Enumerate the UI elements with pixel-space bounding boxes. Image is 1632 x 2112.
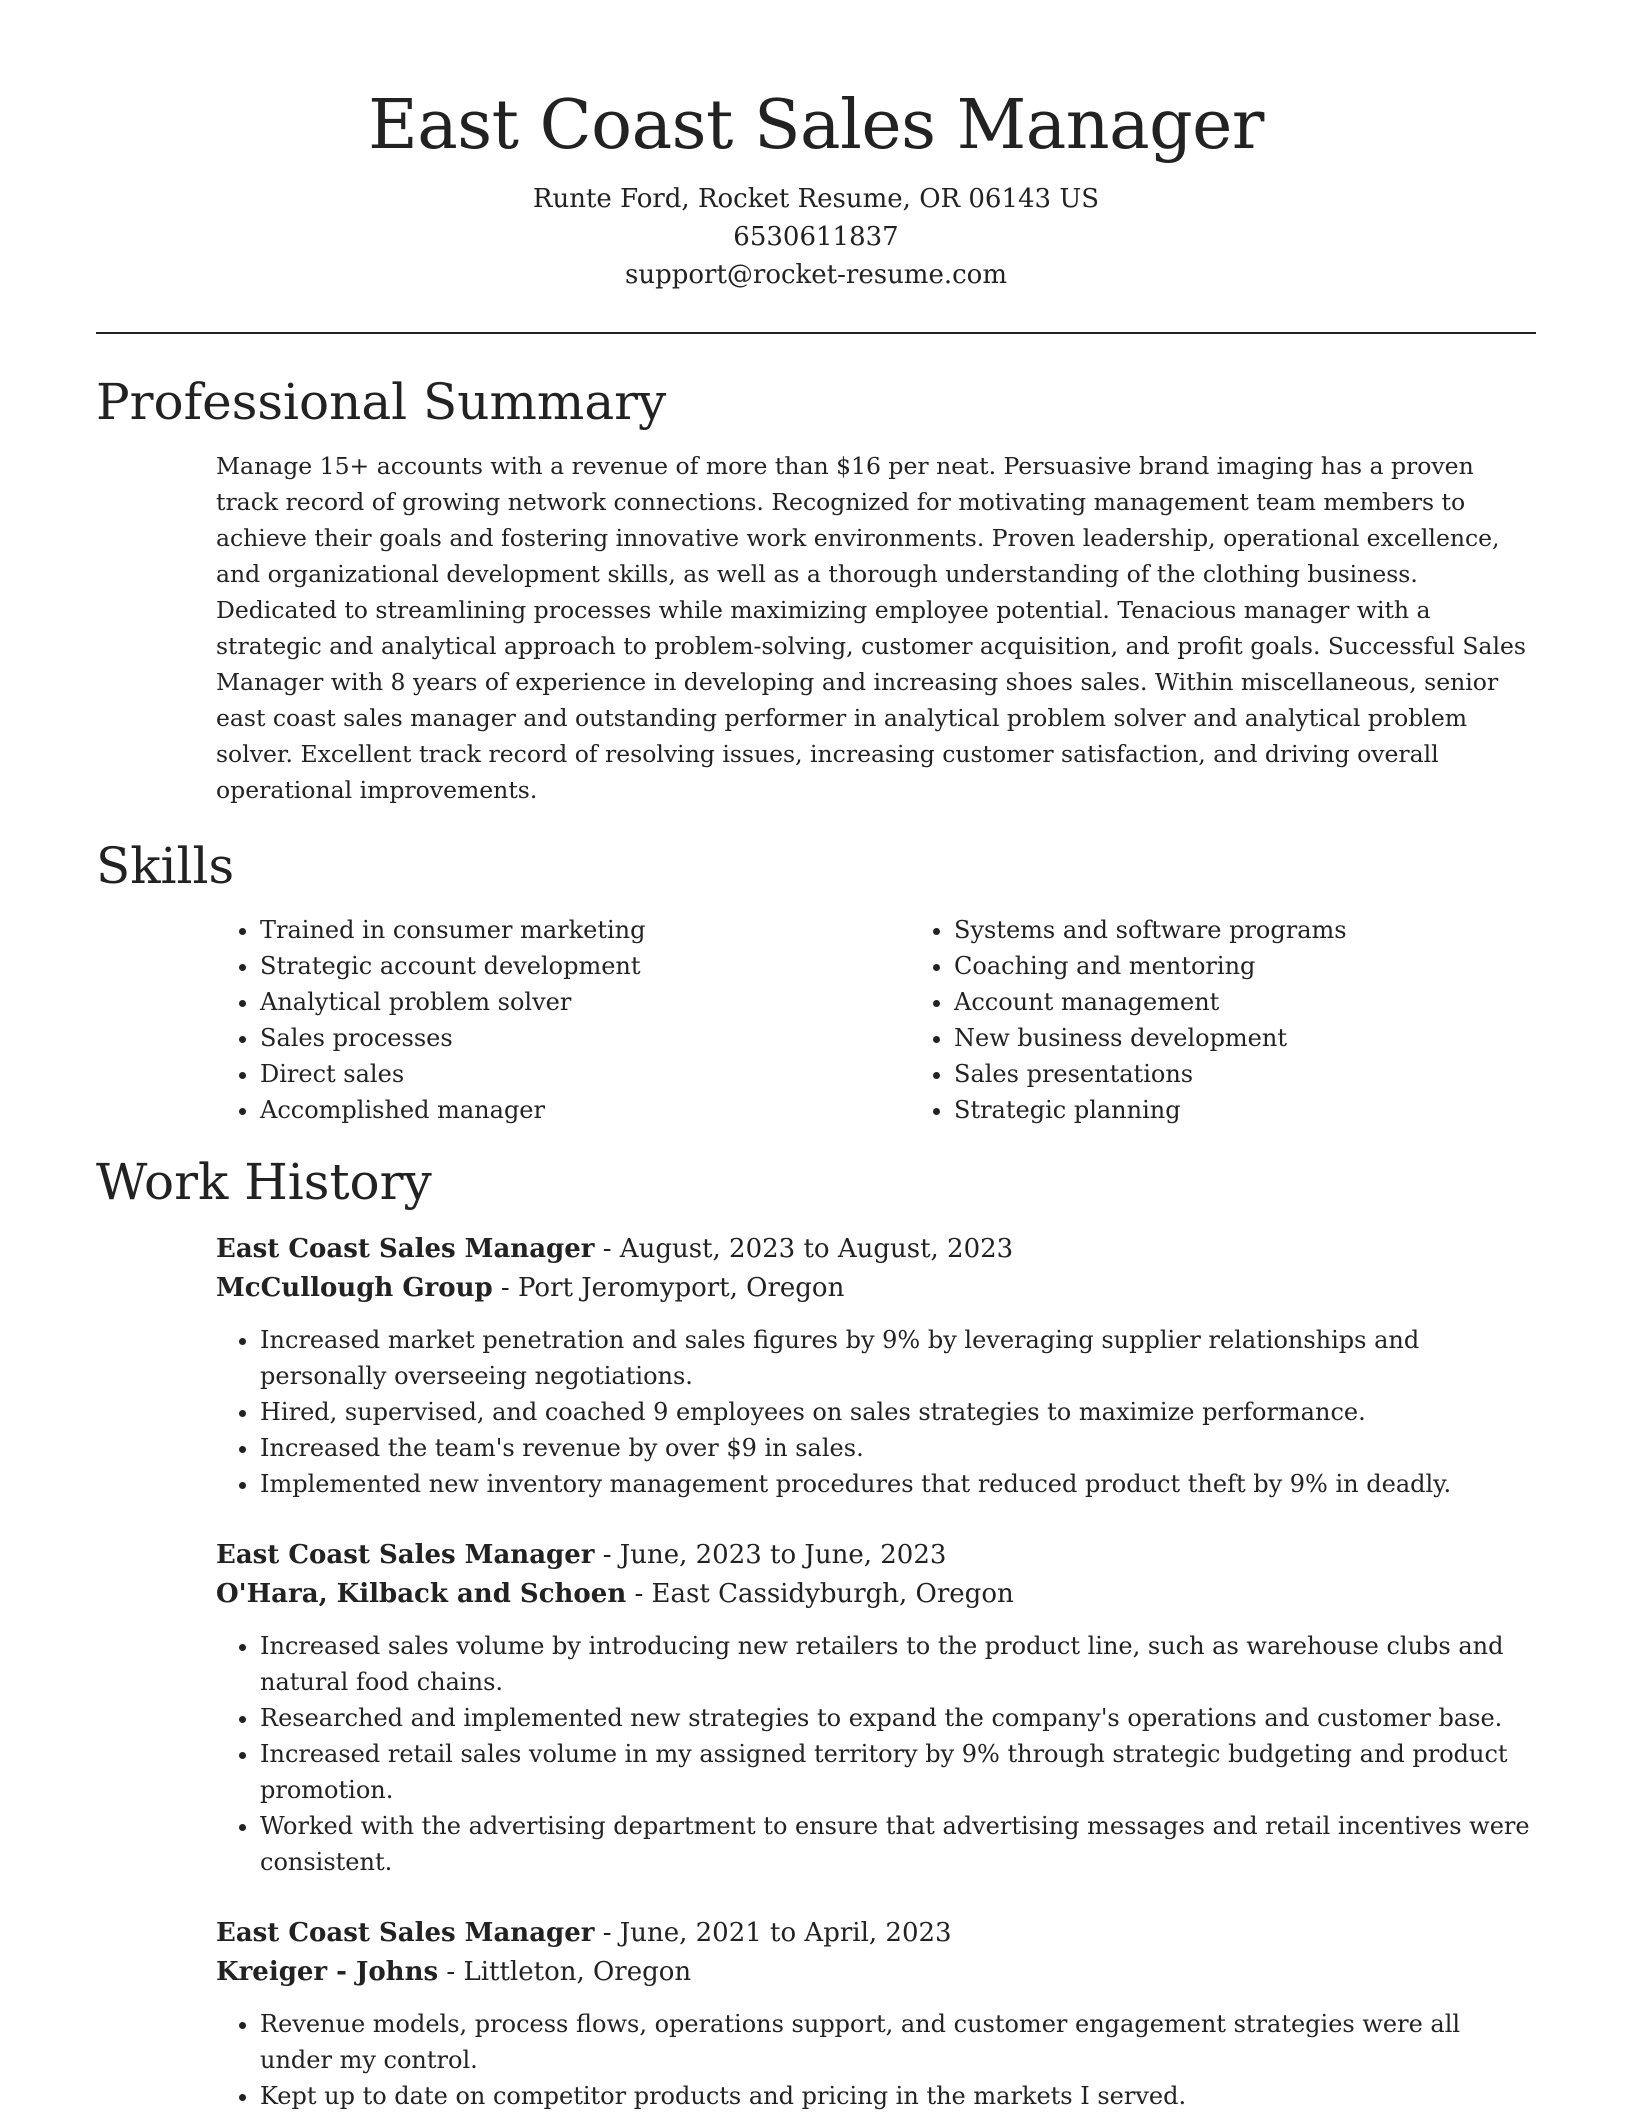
job-bullet-list (216, 1628, 1536, 1880)
job-dates: - June, 2021 to April, 2023 (594, 1918, 952, 1948)
contact-address: Runte Ford, Rocket Resume, OR 06143 US (532, 184, 1100, 214)
skills-section (0, 834, 1632, 1128)
contact-email: support@rocket-resume.com (624, 260, 1007, 290)
job-bullet-list (216, 2006, 1536, 2112)
job-company-line (216, 1575, 1536, 1614)
job-bullet: • Implemented new inventory management procedures that reduced product theft by 9% in deadly. (260, 1466, 1536, 1502)
professional-summary-section (0, 370, 1632, 808)
job-bullet: • Kept up to date on competitor products and pricing in the markets I served. (260, 2078, 1536, 2112)
job-entry (216, 1230, 1536, 1502)
job-bullet: • Increased retail sales volume in my assigned territory by 9% through strategic budgeting and product promotion. (260, 1736, 1536, 1808)
job-bullet: • Worked with the advertising department to ensure that advertising messages and retail incentives were consistent. (260, 1808, 1536, 1880)
job-location: - East Cassidyburgh, Oregon (626, 1579, 1014, 1609)
job-bullet: • Increased market penetration and sales figures by 9% by leveraging supplier relationships and personally overseeing negotiations. (260, 1322, 1536, 1394)
job-title-line (216, 1536, 1536, 1575)
job-title-line (216, 1914, 1536, 1953)
skill-item: • Accomplished manager (260, 1092, 910, 1128)
job-company: Kreiger - Johns (216, 1957, 439, 1987)
skill-item: • Strategic planning (954, 1092, 1514, 1128)
skill-item: • Direct sales (260, 1056, 910, 1092)
job-entry (216, 1536, 1536, 1880)
work-history-section (0, 1150, 1632, 2112)
skill-item: • Coaching and mentoring (954, 948, 1514, 984)
job-title: East Coast Sales Manager (216, 1234, 595, 1264)
job-company-line (216, 1269, 1536, 1308)
skills-columns (216, 912, 1536, 1128)
summary-text: Manage 15+ accounts with a revenue of more than $16 per neat. Persuasive brand imaging has a proven track record of growing network connections. Recognized for motivating management team members to achieve their goals and fostering innovative work environments. Proven leadership, operational excellence, and organizational development skills, as well as a thorough understanding of the clothing business. Dedicated to streamlining processes while maximizing employee potential. Tenacious manager with a strategic and analytical approach to problem-solving, customer acquisition, and profit goals. Successful Sales Manager with 8 years of experience in developing and increasing shoes sales. Within miscellaneous, senior east coast sales manager and outstanding performer in analytical problem solver and analytical problem solver. Excellent track record of resolving issues, increasing customer satisfaction, and driving overall operational improvements. (216, 452, 1526, 804)
skill-item: • Trained in consumer marketing (260, 912, 910, 948)
job-bullet: • Increased the team's revenue by over $9 in sales. (260, 1430, 1536, 1466)
job-title: East Coast Sales Manager (216, 1540, 595, 1570)
job-dates: - August, 2023 to August, 2023 (594, 1234, 1014, 1264)
job-location: - Port Jeromyport, Oregon (492, 1273, 845, 1303)
job-bullet: • Revenue models, process flows, operations support, and customer engagement strategies were all under my control. (260, 2006, 1536, 2078)
header-divider (96, 332, 1536, 334)
job-company-line (216, 1953, 1536, 1992)
skill-item: • Analytical problem solver (260, 984, 910, 1020)
skill-item: • Account management (954, 984, 1514, 1020)
job-bullet: • Increased sales volume by introducing new retailers to the product line, such as warehouse clubs and natural food chains. (260, 1628, 1536, 1700)
job-title-line (216, 1230, 1536, 1269)
skills-list-left (216, 912, 910, 1128)
job-bullet-list (216, 1322, 1536, 1502)
skills-list-right (910, 912, 1514, 1128)
skill-item: • New business development (954, 1020, 1514, 1056)
skill-item: • Systems and software programs (954, 912, 1514, 948)
job-bullet: • Researched and implemented new strategies to expand the company's operations and customer base. (260, 1700, 1536, 1736)
job-company: O'Hara, Kilback and Schoen (216, 1579, 627, 1609)
skill-item: • Sales presentations (954, 1056, 1514, 1092)
resume-header (0, 0, 1632, 294)
candidate-name: East Coast Sales Manager (368, 86, 1264, 165)
job-dates: - June, 2023 to June, 2023 (594, 1540, 947, 1570)
summary-heading: Professional Summary (96, 373, 667, 431)
skill-item: • Sales processes (260, 1020, 910, 1056)
job-company: McCullough Group (216, 1273, 493, 1303)
work-history-heading: Work History (96, 1153, 432, 1211)
contact-phone: 6530611837 (733, 222, 899, 252)
job-entry (216, 1914, 1536, 2112)
job-bullet: • Hired, supervised, and coached 9 employees on sales strategies to maximize performance. (260, 1394, 1536, 1430)
job-title: East Coast Sales Manager (216, 1918, 595, 1948)
skill-item: • Strategic account development (260, 948, 910, 984)
job-location: - Littleton, Oregon (438, 1957, 692, 1987)
skills-heading: Skills (96, 837, 235, 895)
